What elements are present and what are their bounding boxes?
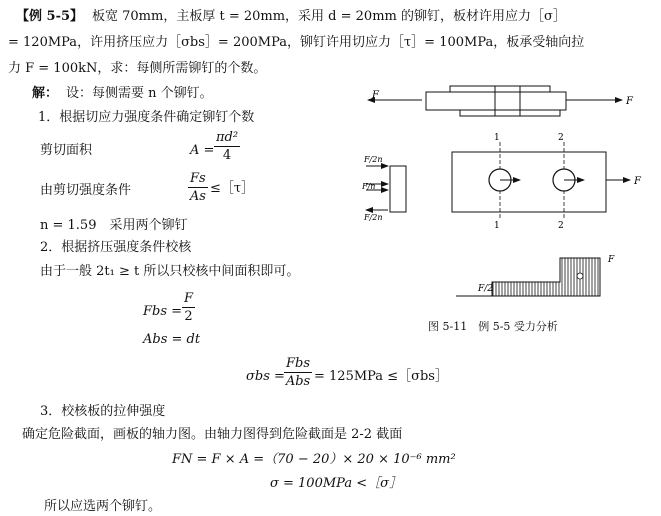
fbs-fraction [182, 291, 195, 324]
fbs-numerator: F [184, 291, 194, 306]
sigma-bs-lhs: σbs = [246, 369, 285, 384]
shear-condition-denominator: As [189, 189, 206, 204]
example-label: 【例 5-5】 [16, 9, 84, 24]
step-3-heading: 3．校核板的拉伸强度 [40, 404, 166, 419]
problem-line-1: 板宽 70mm，主板厚 t = 20mm，采用 d = 20mm 的铆钉，板材许用应力［σ］ [92, 9, 566, 24]
shear-area-numerator: πd² [216, 130, 239, 145]
shear-area-fraction [214, 130, 240, 163]
shear-condition-label: 由剪切强度条件 [40, 183, 132, 198]
label-f-2-axial: F/2 [478, 284, 494, 294]
solution-intro: 设：每侧需要 n 个铆钉。 [66, 86, 213, 101]
section-1-top: 1 [494, 133, 500, 143]
shear-condition-numerator: Fs [190, 171, 206, 186]
shear-condition-rhs: ≤［τ］ [210, 181, 255, 196]
sigma-bs-denominator: Abs [285, 374, 311, 389]
fbs-lhs: Fbs = [143, 304, 183, 319]
abs-equation: Abs = dt [143, 332, 201, 347]
shear-condition-fraction [188, 171, 208, 204]
fn-equation: FN = F × A =（70 − 20）× 20 × 10⁻⁶ mm² [172, 452, 456, 467]
problem-line-2: = 120MPa，许用挤压应力［σbs］= 200MPa，铆钉许用切应力［τ］= 100MPa，板承受轴向拉 [8, 35, 585, 50]
label-f-axial: F [608, 255, 615, 265]
sigma-final: σ = 100MPa <［σ］ [270, 476, 402, 491]
sigma-bs-rhs: = 125MPa ≤［σbs］ [314, 369, 448, 384]
shear-area-label: 剪切面积 [40, 143, 93, 158]
label-f-n: F/n [362, 182, 376, 191]
step-2-text: 由于一般 2t₁ ≥ t 所以只校核中间面积即可。 [40, 264, 300, 279]
lap-joint-side-view [368, 86, 634, 116]
label-f-2n-bottom: F/2n [364, 213, 383, 222]
shear-area-denominator: 4 [222, 148, 232, 163]
force-analysis-figure [360, 78, 656, 338]
step-2-heading: 2．根据挤压强度条件校核 [40, 240, 192, 255]
label-f-plate: F [634, 176, 641, 187]
solution-label: 解： [32, 86, 59, 101]
axial-force-diagram [456, 255, 615, 296]
shear-area-lhs: A = [190, 143, 215, 158]
section-2-top: 2 [558, 133, 564, 143]
step-1-heading: 1．根据切应力强度条件确定铆钉个数 [38, 110, 255, 125]
section-2-bottom: 2 [558, 221, 564, 231]
step-3-text: 确定危险截面，画板的轴力图。由轴力图得到危险截面是 2-2 截面 [22, 427, 403, 442]
problem-line-3: 力 F = 100kN，求：每侧所需铆钉的个数。 [8, 61, 267, 76]
rivet-free-body [361, 155, 406, 222]
plate-with-rivets [452, 133, 642, 231]
label-f-right: F [626, 96, 633, 107]
sigma-bs-fraction [284, 356, 312, 389]
sigma-bs-numerator: Fbs [286, 356, 311, 371]
section-1-bottom: 1 [494, 221, 500, 231]
fbs-denominator: 2 [184, 309, 193, 324]
label-f-left: F [372, 90, 379, 101]
figure-caption: 图 5-11 例 5-5 受力分析 [428, 320, 558, 333]
label-f-2n-top: F/2n [364, 155, 383, 164]
n-result: n = 1.59 采用两个铆钉 [40, 218, 188, 233]
conclusion: 所以应选两个铆钉。 [44, 499, 162, 514]
